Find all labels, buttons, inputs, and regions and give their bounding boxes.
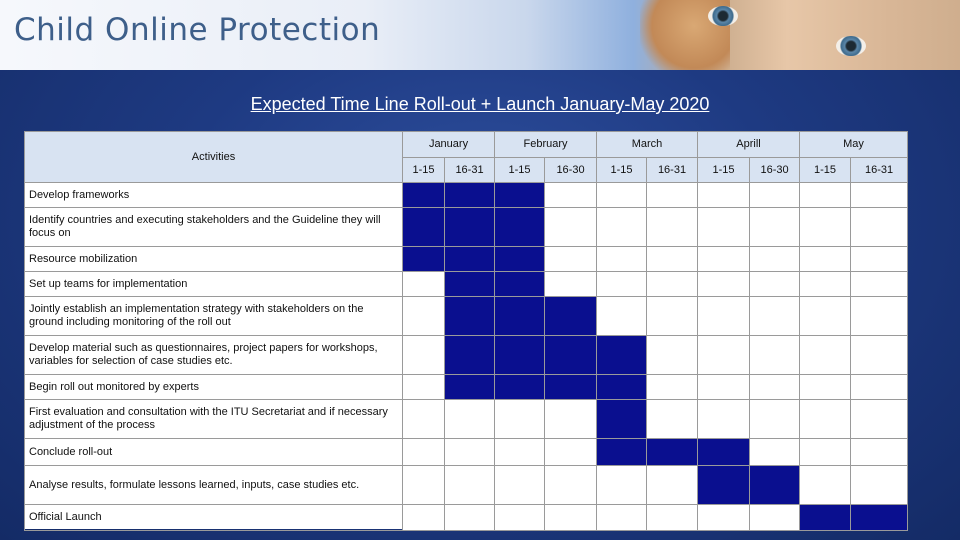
- activity-label: Identify countries and executing stakeholders and the Guideline they will focus on: [25, 208, 403, 247]
- timeline-cell-active: [647, 439, 698, 466]
- gantt-row: [25, 208, 908, 247]
- timeline-cell-empty: [750, 375, 800, 400]
- timeline-cell-empty: [698, 505, 750, 531]
- timeline-cell-active: [403, 208, 445, 247]
- timeline-cell-empty: [647, 297, 698, 336]
- timeline-cell-empty: [750, 505, 800, 531]
- timeline-cell-empty: [403, 375, 445, 400]
- timeline-cell-active: [495, 272, 545, 297]
- timeline-cell-empty: [698, 297, 750, 336]
- timeline-cell-active: [445, 247, 495, 272]
- gantt-table: [24, 131, 908, 531]
- timeline-cell-empty: [545, 272, 597, 297]
- gantt-body: [25, 183, 908, 531]
- half-month-header: 1-15: [597, 157, 647, 183]
- timeline-cell-active: [545, 375, 597, 400]
- timeline-cell-empty: [750, 183, 800, 208]
- activity-label: Begin roll out monitored by experts: [25, 375, 403, 400]
- timeline-cell-active: [800, 505, 851, 531]
- month-header: March: [597, 132, 698, 158]
- timeline-cell-active: [597, 439, 647, 466]
- timeline-cell-empty: [750, 400, 800, 439]
- timeline-cell-active: [495, 375, 545, 400]
- timeline-cell-active: [445, 336, 495, 375]
- activity-label: Analyse results, formulate lessons learned, inputs, case studies etc.: [25, 466, 403, 505]
- timeline-cell-empty: [445, 466, 495, 505]
- gantt-row: [25, 375, 908, 400]
- timeline-cell-active: [750, 466, 800, 505]
- timeline-cell-active: [545, 336, 597, 375]
- timeline-cell-active: [851, 505, 908, 531]
- timeline-cell-active: [545, 297, 597, 336]
- half-month-header: 16-30: [750, 157, 800, 183]
- half-month-header: 16-31: [647, 157, 698, 183]
- timeline-cell-active: [597, 375, 647, 400]
- timeline-cell-empty: [750, 439, 800, 466]
- timeline-cell-empty: [800, 183, 851, 208]
- timeline-cell-empty: [597, 297, 647, 336]
- timeline-cell-empty: [851, 439, 908, 466]
- timeline-cell-active: [445, 208, 495, 247]
- activity-label: Resource mobilization: [25, 247, 403, 272]
- timeline-cell-empty: [698, 247, 750, 272]
- timeline-cell-active: [445, 297, 495, 336]
- timeline-cell-empty: [445, 439, 495, 466]
- timeline-cell-active: [597, 400, 647, 439]
- timeline-cell-empty: [698, 272, 750, 297]
- timeline-cell-empty: [495, 400, 545, 439]
- gantt-row: [25, 439, 908, 466]
- activity-label: Conclude roll-out: [25, 439, 403, 466]
- timeline-cell-empty: [698, 183, 750, 208]
- activity-label: Set up teams for implementation: [25, 272, 403, 297]
- gantt-row: [25, 183, 908, 208]
- half-month-header: 16-30: [545, 157, 597, 183]
- banner-title: Child Online Protection: [14, 12, 381, 48]
- timeline-cell-active: [495, 336, 545, 375]
- timeline-cell-empty: [445, 505, 495, 531]
- timeline-cell-empty: [597, 505, 647, 531]
- timeline-cell-active: [495, 247, 545, 272]
- timeline-cell-empty: [495, 439, 545, 466]
- eye-right-image: [836, 36, 866, 56]
- timeline-cell-empty: [800, 375, 851, 400]
- timeline-cell-empty: [800, 297, 851, 336]
- timeline-cell-active: [403, 183, 445, 208]
- timeline-cell-empty: [647, 183, 698, 208]
- timeline-cell-empty: [403, 272, 445, 297]
- timeline-cell-empty: [647, 400, 698, 439]
- timeline-cell-empty: [698, 336, 750, 375]
- timeline-cell-empty: [800, 466, 851, 505]
- timeline-cell-empty: [750, 297, 800, 336]
- timeline-cell-empty: [851, 272, 908, 297]
- timeline-cell-empty: [698, 400, 750, 439]
- timeline-cell-active: [495, 183, 545, 208]
- timeline-cell-active: [698, 439, 750, 466]
- activity-label: Official Launch: [25, 505, 403, 531]
- timeline-cell-empty: [750, 336, 800, 375]
- timeline-cell-empty: [445, 400, 495, 439]
- timeline-cell-empty: [800, 272, 851, 297]
- timeline-cell-active: [403, 247, 445, 272]
- timeline-cell-empty: [403, 297, 445, 336]
- timeline-cell-empty: [647, 208, 698, 247]
- timeline-cell-empty: [597, 466, 647, 505]
- timeline-cell-empty: [403, 439, 445, 466]
- timeline-cell-empty: [545, 439, 597, 466]
- half-month-header: 1-15: [403, 157, 445, 183]
- timeline-cell-active: [495, 297, 545, 336]
- gantt-row: [25, 247, 908, 272]
- timeline-cell-empty: [698, 208, 750, 247]
- page-heading: Expected Time Line Roll-out + Launch January-May 2020: [250, 94, 710, 114]
- timeline-cell-empty: [597, 183, 647, 208]
- timeline-cell-empty: [851, 375, 908, 400]
- gantt-row: [25, 272, 908, 297]
- timeline-cell-empty: [545, 208, 597, 247]
- gantt-row: [25, 297, 908, 336]
- timeline-cell-empty: [545, 466, 597, 505]
- timeline-cell-empty: [403, 336, 445, 375]
- half-month-header: 1-15: [800, 157, 851, 183]
- timeline-cell-empty: [403, 466, 445, 505]
- timeline-cell-empty: [851, 183, 908, 208]
- month-header: May: [800, 132, 908, 158]
- timeline-cell-empty: [800, 400, 851, 439]
- timeline-cell-empty: [647, 272, 698, 297]
- timeline-cell-empty: [698, 375, 750, 400]
- timeline-cell-empty: [597, 272, 647, 297]
- month-header: Aprill: [698, 132, 800, 158]
- timeline-cell-empty: [495, 466, 545, 505]
- timeline-cell-empty: [851, 336, 908, 375]
- gantt-row: [25, 505, 908, 531]
- half-month-header: 16-31: [851, 157, 908, 183]
- timeline-cell-empty: [851, 208, 908, 247]
- timeline-cell-empty: [545, 505, 597, 531]
- month-header: February: [495, 132, 597, 158]
- timeline-cell-empty: [545, 247, 597, 272]
- timeline-cell-active: [445, 183, 495, 208]
- timeline-cell-empty: [800, 247, 851, 272]
- timeline-cell-active: [445, 375, 495, 400]
- half-month-header: 16-31: [445, 157, 495, 183]
- timeline-cell-empty: [800, 439, 851, 466]
- timeline-cell-empty: [647, 336, 698, 375]
- timeline-cell-empty: [545, 183, 597, 208]
- timeline-cell-empty: [800, 208, 851, 247]
- activity-label: Develop material such as questionnaires, project papers for workshops, variables for selection of case studies etc.: [25, 336, 403, 375]
- timeline-cell-empty: [647, 247, 698, 272]
- timeline-cell-empty: [750, 208, 800, 247]
- timeline-cell-empty: [597, 247, 647, 272]
- timeline-cell-empty: [647, 466, 698, 505]
- timeline-cell-empty: [545, 400, 597, 439]
- activity-label: First evaluation and consultation with the ITU Secretariat and if necessary adjustment of the process: [25, 400, 403, 439]
- half-month-header: 1-15: [698, 157, 750, 183]
- month-header: January: [403, 132, 495, 158]
- timeline-cell-empty: [403, 400, 445, 439]
- timeline-cell-empty: [647, 375, 698, 400]
- timeline-cell-empty: [750, 272, 800, 297]
- timeline-cell-empty: [800, 336, 851, 375]
- timeline-cell-active: [495, 208, 545, 247]
- gantt-row: [25, 336, 908, 375]
- half-month-header: 1-15: [495, 157, 545, 183]
- timeline-cell-empty: [403, 505, 445, 531]
- activity-label: Jointly establish an implementation strategy with stakeholders on the ground including monitoring of the roll out: [25, 297, 403, 336]
- timeline-cell-empty: [750, 247, 800, 272]
- timeline-cell-empty: [851, 297, 908, 336]
- timeline-cell-active: [445, 272, 495, 297]
- timeline-cell-empty: [495, 505, 545, 531]
- activity-label: Develop frameworks: [25, 183, 403, 208]
- gantt-row: [25, 466, 908, 505]
- timeline-cell-empty: [647, 505, 698, 531]
- timeline-cell-active: [597, 336, 647, 375]
- gantt-row: [25, 400, 908, 439]
- timeline-cell-empty: [597, 208, 647, 247]
- header-banner: [0, 0, 960, 70]
- timeline-cell-active: [698, 466, 750, 505]
- timeline-cell-empty: [851, 466, 908, 505]
- gantt-table-container: [24, 131, 907, 529]
- eye-left-image: [708, 6, 738, 26]
- activities-header: Activities: [25, 132, 403, 183]
- timeline-cell-empty: [851, 400, 908, 439]
- timeline-cell-empty: [851, 247, 908, 272]
